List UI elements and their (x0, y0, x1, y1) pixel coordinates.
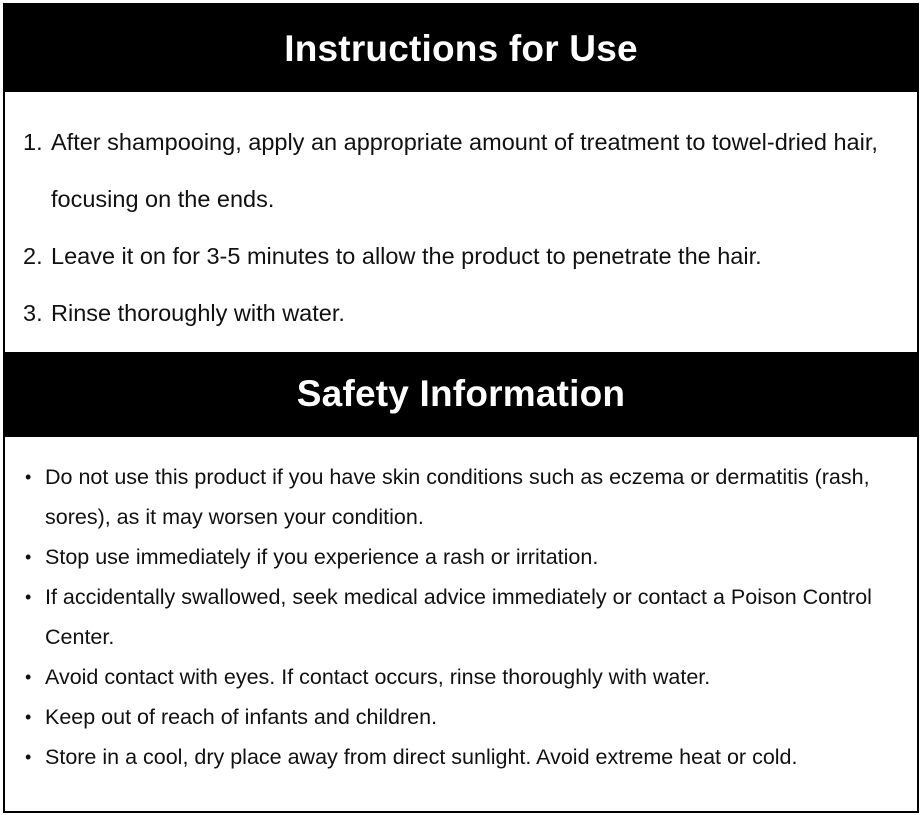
step-number: 1. (23, 129, 43, 155)
label-panel (3, 3, 919, 813)
bullet-icon: • (25, 467, 32, 487)
safety-item-text: Stop use immediately if you experience a rash or irritation. (45, 545, 599, 569)
safety-item (25, 737, 885, 777)
step-text: Rinse thoroughly with water. (51, 300, 345, 326)
step-text: After shampooing, apply an appropriate amount of treatment to towel-dried hair, focusing on the ends. (51, 129, 878, 212)
instruction-step (23, 114, 893, 228)
instructions-heading: Instructions for Use (5, 5, 917, 92)
safety-item (25, 457, 885, 537)
safety-item-text: Do not use this product if you have skin conditions such as eczema or dermatitis (rash, sores), as it may worsen your condition. (45, 465, 870, 529)
safety-item-text: If accidentally swallowed, seek medical advice immediately or contact a Poison Control Center. (45, 585, 872, 649)
safety-item (25, 697, 885, 737)
safety-heading: Safety Information (5, 352, 917, 437)
safety-item (25, 657, 885, 697)
instructions-section (5, 92, 917, 352)
bullet-icon: • (25, 707, 32, 727)
safety-item (25, 577, 885, 657)
bullet-icon: • (25, 587, 32, 607)
instruction-step (23, 228, 893, 285)
step-number: 2. (23, 243, 43, 269)
safety-list (25, 457, 885, 777)
step-number: 3. (23, 300, 43, 326)
bullet-icon: • (25, 667, 32, 687)
safety-item (25, 537, 885, 577)
safety-item-text: Store in a cool, dry place away from direct sunlight. Avoid extreme heat or cold. (45, 745, 798, 769)
bullet-icon: • (25, 747, 32, 767)
bullet-icon: • (25, 547, 32, 567)
safety-item-text: Keep out of reach of infants and children. (45, 705, 438, 729)
instructions-list (23, 114, 893, 342)
instruction-step (23, 285, 893, 342)
safety-item-text: Avoid contact with eyes. If contact occurs, rinse thoroughly with water. (45, 665, 711, 689)
step-text: Leave it on for 3-5 minutes to allow the product to penetrate the hair. (51, 243, 762, 269)
